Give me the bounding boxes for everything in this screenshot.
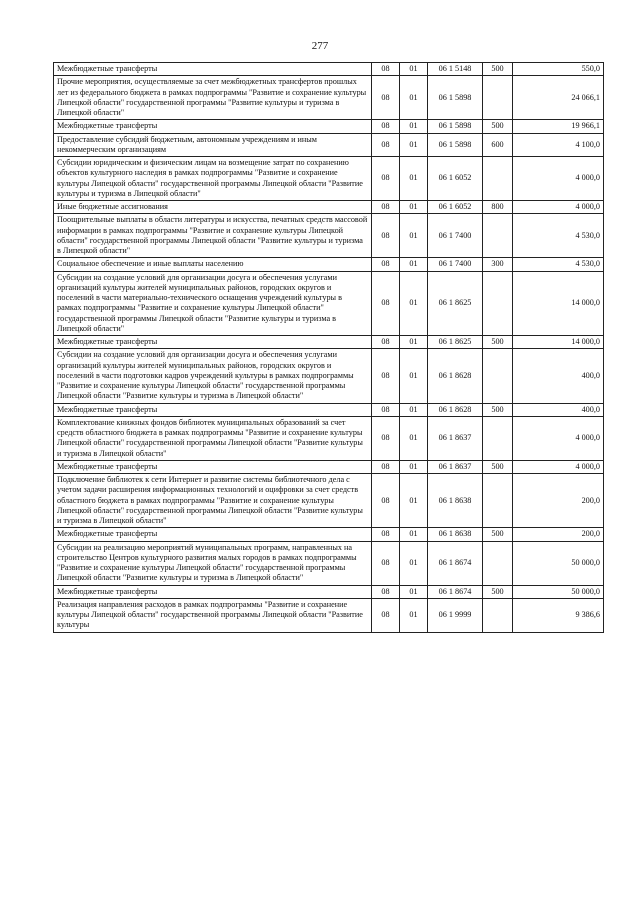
row-expense-type: 500 — [483, 460, 513, 473]
row-name: Прочие мероприятия, осуществляемые за счет межбюджетных трансфертов прошлых лет из федерального бюджета в рамках подпрограммы "Развитие и сохранение культуры Липецкой области" государственной программы "Развитие культуры и туризма в Липецкой области" — [54, 76, 372, 120]
row-article: 06 1 6052 — [428, 201, 483, 214]
row-section: 08 — [372, 598, 400, 632]
row-name: Межбюджетные трансферты — [54, 120, 372, 133]
row-expense-type: 500 — [483, 120, 513, 133]
row-expense-type — [483, 157, 513, 201]
row-section: 08 — [372, 271, 400, 336]
table-row — [54, 403, 604, 416]
budget-table-body — [54, 63, 604, 633]
table-row — [54, 76, 604, 120]
row-subsection: 01 — [400, 528, 428, 541]
row-section: 08 — [372, 460, 400, 473]
row-expense-type — [483, 416, 513, 460]
row-amount: 4 100,0 — [513, 133, 604, 157]
row-expense-type: 500 — [483, 403, 513, 416]
table-row — [54, 336, 604, 349]
row-article: 06 1 7400 — [428, 258, 483, 271]
row-article: 06 1 8674 — [428, 585, 483, 598]
row-subsection: 01 — [400, 201, 428, 214]
row-subsection: 01 — [400, 541, 428, 585]
row-section: 08 — [372, 76, 400, 120]
row-subsection: 01 — [400, 585, 428, 598]
row-name: Межбюджетные трансферты — [54, 460, 372, 473]
row-name: Иные бюджетные ассигнования — [54, 201, 372, 214]
row-name: Субсидии юридическим и физическим лицам на возмещение затрат по сохранению объектов культурного наследия в рамках подпрограммы "Развитие и сохранение культуры Липецкой области" государственной программы Липецкой области "Развитие культуры и туризма в Липецкой области" — [54, 157, 372, 201]
table-row — [54, 349, 604, 403]
row-name: Предоставление субсидий бюджетным, автономным учреждениям и иным некоммерческим организациям — [54, 133, 372, 157]
row-expense-type: 600 — [483, 133, 513, 157]
row-amount: 24 066,1 — [513, 76, 604, 120]
row-article: 06 1 5898 — [428, 133, 483, 157]
table-row — [54, 133, 604, 157]
row-amount: 550,0 — [513, 63, 604, 76]
row-subsection: 01 — [400, 416, 428, 460]
row-expense-type: 500 — [483, 585, 513, 598]
row-section: 08 — [372, 157, 400, 201]
row-expense-type: 500 — [483, 63, 513, 76]
row-name: Реализация направления расходов в рамках подпрограммы "Развитие и сохранение культуры Липецкой области" государственной программы Липецкой области "Развитие культуры — [54, 598, 372, 632]
row-section: 08 — [372, 416, 400, 460]
row-subsection: 01 — [400, 474, 428, 528]
row-name: Межбюджетные трансферты — [54, 63, 372, 76]
row-subsection: 01 — [400, 157, 428, 201]
row-amount: 9 386,6 — [513, 598, 604, 632]
row-section: 08 — [372, 120, 400, 133]
row-expense-type — [483, 214, 513, 258]
row-subsection: 01 — [400, 120, 428, 133]
row-expense-type: 800 — [483, 201, 513, 214]
row-article: 06 1 7400 — [428, 214, 483, 258]
table-row — [54, 598, 604, 632]
row-name: Субсидии на создание условий для организации досуга и обеспечения услугами организаций культуры жителей муниципальных районов, городских округов и поселений в части подготовки кадров учреждений культуры в рамках подпрограммы "Развитие и сохранение культуры Липецкой области" государственной программы Липецкой области "Развитие культуры и туризма в Липецкой области" — [54, 349, 372, 403]
row-article: 06 1 5148 — [428, 63, 483, 76]
row-amount: 14 000,0 — [513, 336, 604, 349]
row-subsection: 01 — [400, 336, 428, 349]
row-article: 06 1 6052 — [428, 157, 483, 201]
row-subsection: 01 — [400, 460, 428, 473]
row-amount: 4 000,0 — [513, 460, 604, 473]
row-section: 08 — [372, 258, 400, 271]
row-amount: 4 000,0 — [513, 201, 604, 214]
row-amount: 14 000,0 — [513, 271, 604, 336]
row-amount: 200,0 — [513, 528, 604, 541]
row-expense-type: 500 — [483, 528, 513, 541]
row-subsection: 01 — [400, 214, 428, 258]
table-row — [54, 120, 604, 133]
row-subsection: 01 — [400, 76, 428, 120]
row-amount: 50 000,0 — [513, 541, 604, 585]
row-expense-type: 300 — [483, 258, 513, 271]
table-row — [54, 201, 604, 214]
row-expense-type — [483, 474, 513, 528]
row-expense-type — [483, 541, 513, 585]
row-amount: 400,0 — [513, 349, 604, 403]
row-section: 08 — [372, 349, 400, 403]
row-amount: 4 530,0 — [513, 258, 604, 271]
table-row — [54, 585, 604, 598]
row-section: 08 — [372, 585, 400, 598]
row-article: 06 1 8637 — [428, 416, 483, 460]
table-row — [54, 157, 604, 201]
row-expense-type: 500 — [483, 336, 513, 349]
row-article: 06 1 8628 — [428, 349, 483, 403]
row-article: 06 1 8637 — [428, 460, 483, 473]
row-amount: 19 966,1 — [513, 120, 604, 133]
row-subsection: 01 — [400, 63, 428, 76]
row-name: Поощрительные выплаты в области литературы и искусства, печатных средств массовой информации в рамках подпрограммы "Развитие и сохранение культуры Липецкой области" государственной программы Липецкой области "Развитие культуры и туризма в Липецкой области" — [54, 214, 372, 258]
row-amount: 400,0 — [513, 403, 604, 416]
row-amount: 4 000,0 — [513, 416, 604, 460]
row-subsection: 01 — [400, 598, 428, 632]
row-name: Субсидии на реализацию мероприятий муниципальных программ, направленных на строительство Центров культурного развития малых городов в рамках подпрограммы "Развитие и сохранение культуры Липецкой области" государственной программы Липецкой области "Развитие культуры и туризма в Липецкой области" — [54, 541, 372, 585]
row-amount: 200,0 — [513, 474, 604, 528]
row-section: 08 — [372, 133, 400, 157]
row-section: 08 — [372, 528, 400, 541]
row-subsection: 01 — [400, 258, 428, 271]
row-name: Субсидии на создание условий для организации досуга и обеспечения услугами организаций культуры жителей муниципальных районов, городских округов и поселений в части материально-технического оснащения учреждений культуры в рамках подпрограммы "Развитие и сохранение культуры Липецкой области" государственной программы Липецкой области "Развитие культуры и туризма в Липецкой области" — [54, 271, 372, 336]
row-name: Комплектование книжных фондов библиотек муниципальных образований за счет средств областного бюджета в рамках подпрограммы "Развитие и сохранение культуры Липецкой области" государственной программы Липецкой области "Развитие культуры и туризма в Липецкой области" — [54, 416, 372, 460]
row-expense-type — [483, 76, 513, 120]
row-article: 06 1 5898 — [428, 76, 483, 120]
row-article: 06 1 5898 — [428, 120, 483, 133]
row-name: Межбюджетные трансферты — [54, 403, 372, 416]
row-section: 08 — [372, 63, 400, 76]
table-row — [54, 541, 604, 585]
row-article: 06 1 8674 — [428, 541, 483, 585]
row-section: 08 — [372, 201, 400, 214]
row-subsection: 01 — [400, 349, 428, 403]
row-name: Социальное обеспечение и иные выплаты населению — [54, 258, 372, 271]
table-row — [54, 63, 604, 76]
row-name: Межбюджетные трансферты — [54, 336, 372, 349]
row-section: 08 — [372, 541, 400, 585]
table-row — [54, 474, 604, 528]
table-row — [54, 258, 604, 271]
row-name: Подключение библиотек к сети Интернет и развитие системы библиотечного дела с учетом задачи расширения информационных технологий и оцифровки за счет средств областного бюджета в рамках подпрограммы "Развитие и сохранение культуры Липецкой области" государственной программы Липецкой области "Развитие культуры и туризма в Липецкой области" — [54, 474, 372, 528]
row-amount: 4 530,0 — [513, 214, 604, 258]
row-expense-type — [483, 271, 513, 336]
row-name: Межбюджетные трансферты — [54, 528, 372, 541]
budget-table — [53, 62, 604, 633]
row-subsection: 01 — [400, 133, 428, 157]
table-row — [54, 416, 604, 460]
row-amount: 4 000,0 — [513, 157, 604, 201]
row-article: 06 1 8625 — [428, 336, 483, 349]
table-row — [54, 214, 604, 258]
row-article: 06 1 8625 — [428, 271, 483, 336]
row-name: Межбюджетные трансферты — [54, 585, 372, 598]
table-row — [54, 528, 604, 541]
row-article: 06 1 8638 — [428, 528, 483, 541]
row-article: 06 1 8638 — [428, 474, 483, 528]
row-subsection: 01 — [400, 271, 428, 336]
row-expense-type — [483, 349, 513, 403]
table-row — [54, 271, 604, 336]
table-row — [54, 460, 604, 473]
row-section: 08 — [372, 403, 400, 416]
row-section: 08 — [372, 214, 400, 258]
row-amount: 50 000,0 — [513, 585, 604, 598]
row-expense-type — [483, 598, 513, 632]
row-subsection: 01 — [400, 403, 428, 416]
row-section: 08 — [372, 474, 400, 528]
row-article: 06 1 8628 — [428, 403, 483, 416]
page-number: 277 — [311, 40, 329, 52]
row-article: 06 1 9999 — [428, 598, 483, 632]
row-section: 08 — [372, 336, 400, 349]
